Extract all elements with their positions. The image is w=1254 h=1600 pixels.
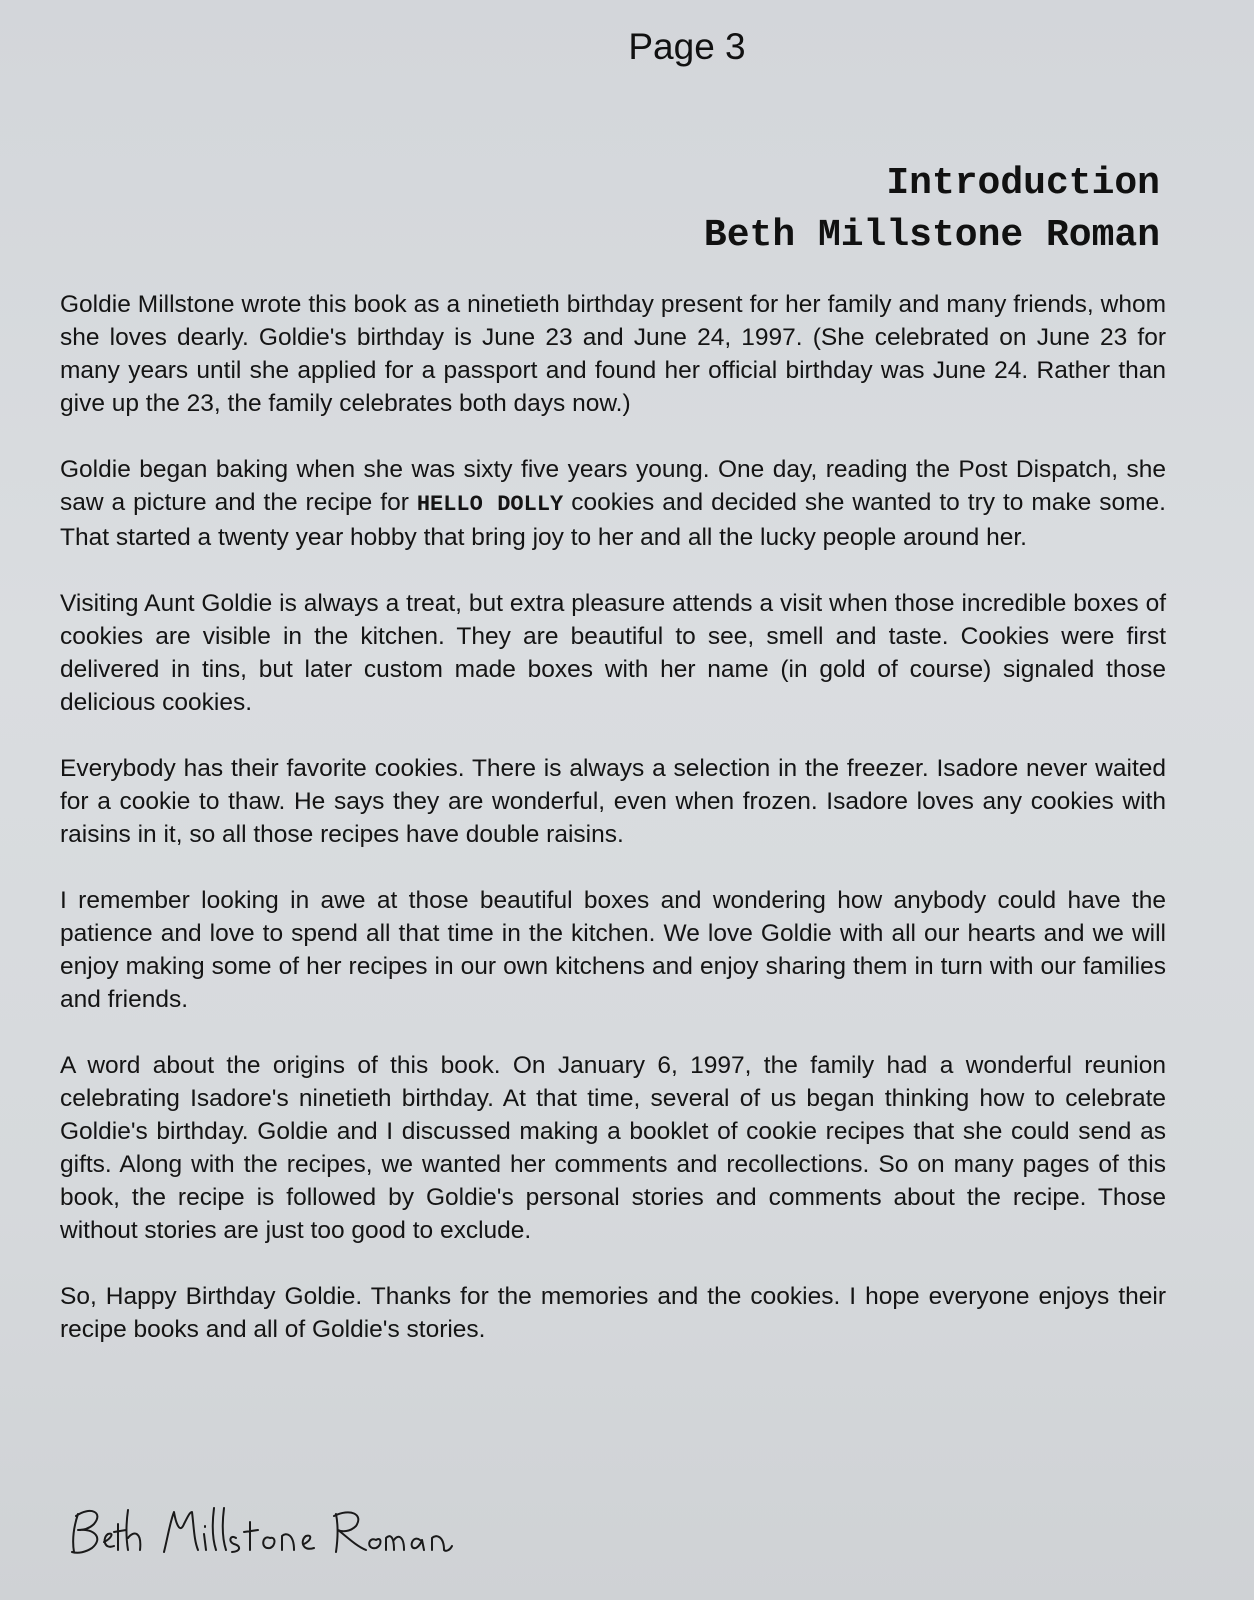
section-title: Introduction — [886, 162, 1160, 205]
paragraph-2-text-before: Goldie began baking when she was sixty five years young. One day, reading the Post Dispatch, she saw a picture and the recipe for — [60, 456, 1166, 516]
paragraph-3: Visiting Aunt Goldie is always a treat, but extra pleasure attends a visit when those incredible boxes of cookies are visible in the kitchen. They are beautiful to see, smell and taste. Cookies were first delivered in tins, but later custom made boxes with her name (in gold of course) signaled those delicious cookies. — [60, 590, 1166, 716]
body-text — [60, 288, 1166, 1346]
paragraph-2-text-after: cookies and decided she wanted to try to make some. That started a twenty year hobby that bring joy to her and all the lucky people around her. — [60, 489, 1166, 551]
section-author: Beth Millstone Roman — [703, 214, 1160, 257]
paragraph-7: So, Happy Birthday Goldie. Thanks for the memories and the cookies. I hope everyone enjoys their recipe books and all of Goldie's stories. — [60, 1283, 1166, 1343]
paragraph-2 — [60, 453, 1166, 554]
handwritten-signature — [64, 1494, 464, 1564]
paragraph-6: A word about the origins of this book. On January 6, 1997, the family had a wonderful reunion celebrating Isadore's ninetieth birthday. At that time, several of us began thinking how to celebrate Goldie's birthday. Goldie and I discussed making a booklet of cookie recipes that she could send as gifts. Along with the recipes, we wanted her comments and recollections. So on many pages of this book, the recipe is followed by Goldie's personal stories and comments about the recipe. Those without stories are just too good to exclude. — [60, 1052, 1166, 1244]
page-number: Page 3 — [628, 26, 746, 67]
paragraph-5: I remember looking in awe at those beautiful boxes and wondering how anybody could have the patience and love to spend all that time in the kitchen. We love Goldie with all our hearts and we will enjoy making some of her recipes in our own kitchens and enjoy sharing them in turn with our families and friends. — [60, 887, 1166, 1013]
paragraph-4: Everybody has their favorite cookies. There is always a selection in the freezer. Isadore never waited for a cookie to thaw. He says they are wonderful, even when frozen. Isadore loves any cookies with raisins in it, so all those recipes have double raisins. — [60, 755, 1166, 848]
cookie-name-emphasis: HELLO DOLLY — [416, 492, 564, 517]
paragraph-1: Goldie Millstone wrote this book as a ninetieth birthday present for her family and many friends, whom she loves dearly. Goldie's birthday is June 23 and June 24, 1997. (She celebrated on June 23 for many years until she applied for a passport and found her official birthday was June 24. Rather than give up the 23, the family celebrates both days now.) — [60, 291, 1166, 417]
